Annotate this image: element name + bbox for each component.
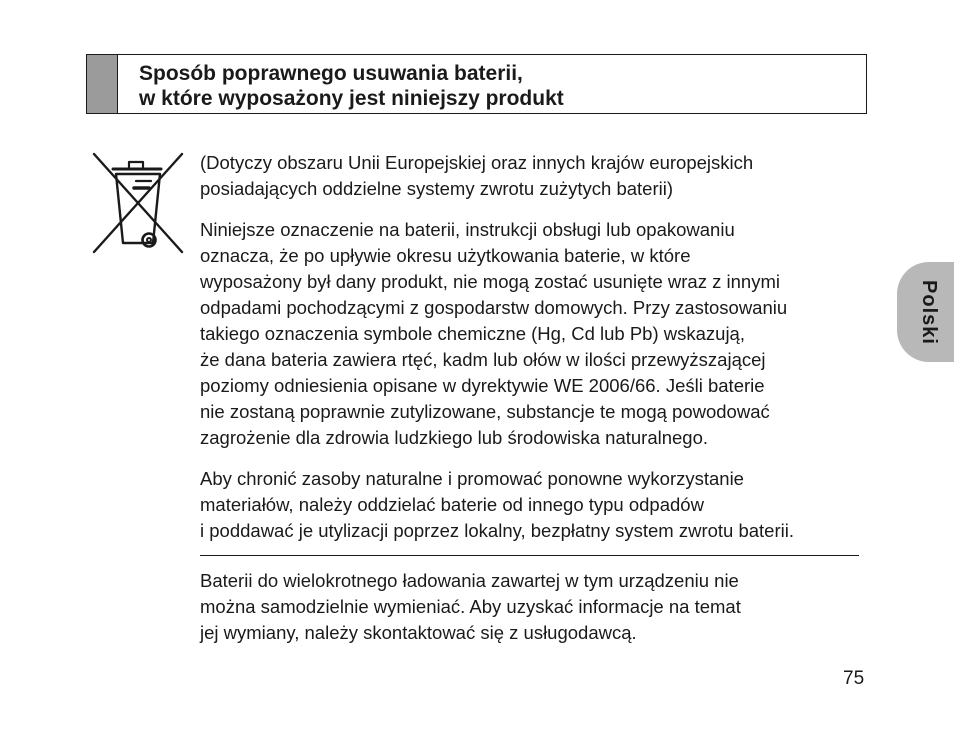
paragraph-scope-note [200,150,860,202]
text-line: odpadami pochodzącymi z gospodarstw domowych. Przy zastosowaniu [200,297,788,318]
text-line: i poddawać je utylizacji poprzez lokalny, bezpłatny system zwrotu baterii. [200,520,794,541]
text-line: Niniejsze oznaczenie na baterii, instrukcji obsługi lub opakowaniu [200,219,735,240]
section-header [86,54,867,114]
paragraph-recycling [200,466,860,544]
horizontal-divider [200,555,859,556]
text-line: takiego oznaczenia symbole chemiczne (Hg, Cd lub Pb) wskazują, [200,323,745,344]
text-line: materiałów, należy oddzielać baterie od innego typu odpadów [200,494,704,515]
text-line: Aby chronić zasoby naturalne i promować ponowne wykorzystanie [200,468,744,489]
text-line: (Dotyczy obszaru Unii Europejskiej oraz innych krajów europejskich [200,152,754,173]
section-title [139,61,564,111]
text-line: że dana bateria zawiera rtęć, kadm lub ołów w ilości przewyższającej [200,349,766,370]
text-line: Baterii do wielokrotnego ładowania zawartej w tym urządzeniu nie [200,570,739,591]
section-title-line-2: w które wyposażony jest niniejszy produkt [139,87,564,110]
header-accent-stripe [87,55,118,113]
paragraph-marking-meaning [200,217,860,451]
page-number: 75 [843,668,865,689]
language-tab-label-wrapper [902,262,954,362]
text-line: zagrożenie dla zdrowia ludzkiego lub środowiska naturalnego. [200,427,709,448]
text-line: posiadających oddzielne systemy zwrotu zużytych baterii) [200,178,673,199]
paragraph-battery-replacement [200,568,860,646]
text-line: oznacza, że po upływie okresu użytkowania baterie, w które [200,245,691,266]
text-line: wyposażony był dany produkt, nie mogą zostać usunięte wraz z innymi [200,271,780,292]
text-line: poziomy odniesienia opisane w dyrektywie WE 2006/66. Jeśli baterie [200,375,765,396]
crossed-out-wheeled-bin-icon [90,152,186,256]
text-line: można samodzielnie wymieniać. Aby uzyskać informacje na temat [200,596,741,617]
section-title-line-1: Sposób poprawnego usuwania baterii, [139,62,523,85]
text-line: jej wymiany, należy skontaktować się z usługodawcą. [200,622,637,643]
page-body [200,150,860,646]
language-tab-label: Polski [917,279,940,345]
text-line: nie zostaną poprawnie zutylizowane, substancje te mogą powodować [200,401,770,422]
